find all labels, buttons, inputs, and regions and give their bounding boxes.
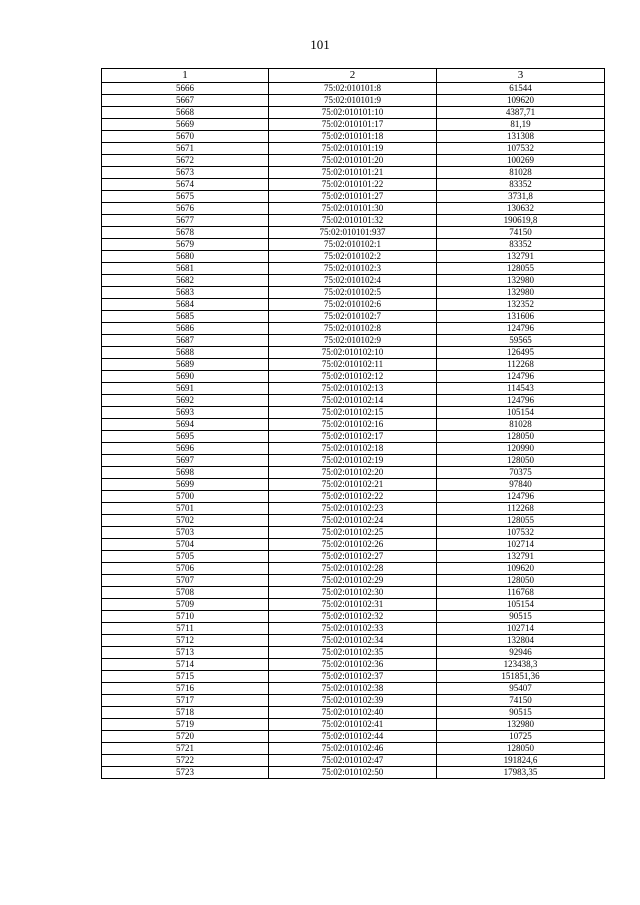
cadastral-number-cell: 75:02:010102:29 xyxy=(269,575,437,587)
cadastral-number-cell: 75:02:010102:40 xyxy=(269,707,437,719)
cadastral-number-cell: 75:02:010102:10 xyxy=(269,347,437,359)
table-row xyxy=(102,695,605,707)
value-cell: 190619,8 xyxy=(437,215,605,227)
cadastral-number-cell: 75:02:010102:26 xyxy=(269,539,437,551)
cadastral-number-cell: 75:02:010101:22 xyxy=(269,179,437,191)
value-cell: 102714 xyxy=(437,539,605,551)
table-row xyxy=(102,371,605,383)
cadastral-number-cell: 75:02:010102:17 xyxy=(269,431,437,443)
row-number-cell: 5693 xyxy=(102,407,269,419)
table-row xyxy=(102,647,605,659)
row-number-cell: 5685 xyxy=(102,311,269,323)
value-cell: 81028 xyxy=(437,419,605,431)
row-number-cell: 5709 xyxy=(102,599,269,611)
row-number-cell: 5701 xyxy=(102,503,269,515)
cadastral-number-cell: 75:02:010101:17 xyxy=(269,119,437,131)
value-cell: 10725 xyxy=(437,731,605,743)
cadastral-number-cell: 75:02:010102:8 xyxy=(269,323,437,335)
row-number-cell: 5678 xyxy=(102,227,269,239)
row-number-cell: 5680 xyxy=(102,251,269,263)
row-number-cell: 5689 xyxy=(102,359,269,371)
row-number-cell: 5707 xyxy=(102,575,269,587)
table-row xyxy=(102,419,605,431)
table-row xyxy=(102,743,605,755)
value-cell: 112268 xyxy=(437,359,605,371)
cadastral-number-cell: 75:02:010102:44 xyxy=(269,731,437,743)
row-number-cell: 5677 xyxy=(102,215,269,227)
value-cell: 151851,36 xyxy=(437,671,605,683)
value-cell: 90515 xyxy=(437,707,605,719)
row-number-cell: 5712 xyxy=(102,635,269,647)
value-cell: 70375 xyxy=(437,467,605,479)
value-cell: 83352 xyxy=(437,239,605,251)
table-row xyxy=(102,635,605,647)
table-header-row xyxy=(102,69,605,83)
table-row xyxy=(102,239,605,251)
cadastral-number-cell: 75:02:010102:13 xyxy=(269,383,437,395)
cadastral-number-cell: 75:02:010102:22 xyxy=(269,491,437,503)
cadastral-number-cell: 75:02:010102:41 xyxy=(269,719,437,731)
table-header xyxy=(102,69,605,83)
table-row xyxy=(102,131,605,143)
row-number-cell: 5686 xyxy=(102,323,269,335)
cadastral-number-cell: 75:02:010102:14 xyxy=(269,395,437,407)
row-number-cell: 5702 xyxy=(102,515,269,527)
table-row xyxy=(102,299,605,311)
registry-table xyxy=(101,68,605,779)
row-number-cell: 5718 xyxy=(102,707,269,719)
table-row xyxy=(102,467,605,479)
table-row xyxy=(102,731,605,743)
row-number-cell: 5698 xyxy=(102,467,269,479)
cadastral-number-cell: 75:02:010102:12 xyxy=(269,371,437,383)
row-number-cell: 5675 xyxy=(102,191,269,203)
value-cell: 130632 xyxy=(437,203,605,215)
row-number-cell: 5671 xyxy=(102,143,269,155)
value-cell: 124796 xyxy=(437,395,605,407)
row-number-cell: 5681 xyxy=(102,263,269,275)
table-row xyxy=(102,659,605,671)
cadastral-number-cell: 75:02:010102:5 xyxy=(269,287,437,299)
cadastral-number-cell: 75:02:010101:937 xyxy=(269,227,437,239)
cadastral-number-cell: 75:02:010102:50 xyxy=(269,767,437,779)
value-cell: 132980 xyxy=(437,719,605,731)
row-number-cell: 5683 xyxy=(102,287,269,299)
cadastral-number-cell: 75:02:010102:7 xyxy=(269,311,437,323)
value-cell: 59565 xyxy=(437,335,605,347)
value-cell: 100269 xyxy=(437,155,605,167)
table-row xyxy=(102,539,605,551)
table-body xyxy=(102,83,605,779)
value-cell: 128050 xyxy=(437,455,605,467)
table-row xyxy=(102,491,605,503)
value-cell: 123438,3 xyxy=(437,659,605,671)
row-number-cell: 5714 xyxy=(102,659,269,671)
row-number-cell: 5679 xyxy=(102,239,269,251)
row-number-cell: 5666 xyxy=(102,83,269,95)
row-number-cell: 5674 xyxy=(102,179,269,191)
row-number-cell: 5673 xyxy=(102,167,269,179)
cadastral-number-cell: 75:02:010102:38 xyxy=(269,683,437,695)
table-row xyxy=(102,623,605,635)
value-cell: 74150 xyxy=(437,695,605,707)
value-cell: 131308 xyxy=(437,131,605,143)
table-row xyxy=(102,611,605,623)
value-cell: 132804 xyxy=(437,635,605,647)
row-number-cell: 5715 xyxy=(102,671,269,683)
row-number-cell: 5703 xyxy=(102,527,269,539)
column-header-1: 1 xyxy=(102,69,269,83)
cadastral-number-cell: 75:02:010102:2 xyxy=(269,251,437,263)
row-number-cell: 5704 xyxy=(102,539,269,551)
table-row xyxy=(102,335,605,347)
table-row xyxy=(102,347,605,359)
cadastral-number-cell: 75:02:010102:39 xyxy=(269,695,437,707)
value-cell: 81,19 xyxy=(437,119,605,131)
cadastral-number-cell: 75:02:010102:20 xyxy=(269,467,437,479)
row-number-cell: 5700 xyxy=(102,491,269,503)
cadastral-number-cell: 75:02:010102:9 xyxy=(269,335,437,347)
value-cell: 112268 xyxy=(437,503,605,515)
row-number-cell: 5699 xyxy=(102,479,269,491)
table-row xyxy=(102,107,605,119)
value-cell: 114543 xyxy=(437,383,605,395)
value-cell: 81028 xyxy=(437,167,605,179)
cadastral-number-cell: 75:02:010102:46 xyxy=(269,743,437,755)
table-row xyxy=(102,431,605,443)
column-header-3: 3 xyxy=(437,69,605,83)
value-cell: 97840 xyxy=(437,479,605,491)
row-number-cell: 5684 xyxy=(102,299,269,311)
cadastral-number-cell: 75:02:010101:8 xyxy=(269,83,437,95)
row-number-cell: 5708 xyxy=(102,587,269,599)
cadastral-number-cell: 75:02:010102:1 xyxy=(269,239,437,251)
value-cell: 128050 xyxy=(437,743,605,755)
table-row xyxy=(102,395,605,407)
cadastral-number-cell: 75:02:010102:25 xyxy=(269,527,437,539)
table-row xyxy=(102,599,605,611)
table-row xyxy=(102,359,605,371)
cadastral-number-cell: 75:02:010101:27 xyxy=(269,191,437,203)
column-header-2: 2 xyxy=(269,69,437,83)
cadastral-number-cell: 75:02:010102:34 xyxy=(269,635,437,647)
value-cell: 128055 xyxy=(437,515,605,527)
value-cell: 74150 xyxy=(437,227,605,239)
table-row xyxy=(102,383,605,395)
table-row xyxy=(102,527,605,539)
row-number-cell: 5719 xyxy=(102,719,269,731)
table-row xyxy=(102,311,605,323)
value-cell: 17983,35 xyxy=(437,767,605,779)
cadastral-number-cell: 75:02:010102:33 xyxy=(269,623,437,635)
cadastral-number-cell: 75:02:010101:30 xyxy=(269,203,437,215)
value-cell: 132980 xyxy=(437,287,605,299)
row-number-cell: 5695 xyxy=(102,431,269,443)
row-number-cell: 5696 xyxy=(102,443,269,455)
value-cell: 124796 xyxy=(437,491,605,503)
row-number-cell: 5676 xyxy=(102,203,269,215)
row-number-cell: 5716 xyxy=(102,683,269,695)
table-row xyxy=(102,407,605,419)
table-row xyxy=(102,671,605,683)
row-number-cell: 5705 xyxy=(102,551,269,563)
value-cell: 61544 xyxy=(437,83,605,95)
row-number-cell: 5711 xyxy=(102,623,269,635)
cadastral-number-cell: 75:02:010102:30 xyxy=(269,587,437,599)
value-cell: 128055 xyxy=(437,263,605,275)
value-cell: 132791 xyxy=(437,551,605,563)
cadastral-number-cell: 75:02:010102:23 xyxy=(269,503,437,515)
cadastral-number-cell: 75:02:010101:18 xyxy=(269,131,437,143)
table-row xyxy=(102,587,605,599)
row-number-cell: 5672 xyxy=(102,155,269,167)
row-number-cell: 5723 xyxy=(102,767,269,779)
value-cell: 105154 xyxy=(437,599,605,611)
row-number-cell: 5667 xyxy=(102,95,269,107)
value-cell: 132352 xyxy=(437,299,605,311)
row-number-cell: 5697 xyxy=(102,455,269,467)
page-number: 101 xyxy=(310,37,330,52)
table-row xyxy=(102,455,605,467)
cadastral-number-cell: 75:02:010101:10 xyxy=(269,107,437,119)
row-number-cell: 5682 xyxy=(102,275,269,287)
row-number-cell: 5688 xyxy=(102,347,269,359)
cadastral-number-cell: 75:02:010102:36 xyxy=(269,659,437,671)
table-row xyxy=(102,767,605,779)
table-row xyxy=(102,143,605,155)
row-number-cell: 5713 xyxy=(102,647,269,659)
table-row xyxy=(102,575,605,587)
cadastral-number-cell: 75:02:010102:18 xyxy=(269,443,437,455)
table-row xyxy=(102,287,605,299)
value-cell: 124796 xyxy=(437,323,605,335)
table-row xyxy=(102,167,605,179)
table-row xyxy=(102,683,605,695)
row-number-cell: 5717 xyxy=(102,695,269,707)
value-cell: 120990 xyxy=(437,443,605,455)
row-number-cell: 5692 xyxy=(102,395,269,407)
table-row xyxy=(102,275,605,287)
table-row xyxy=(102,515,605,527)
cadastral-number-cell: 75:02:010102:15 xyxy=(269,407,437,419)
table-row xyxy=(102,215,605,227)
value-cell: 191824,6 xyxy=(437,755,605,767)
row-number-cell: 5687 xyxy=(102,335,269,347)
value-cell: 131606 xyxy=(437,311,605,323)
table-row xyxy=(102,719,605,731)
row-number-cell: 5668 xyxy=(102,107,269,119)
cadastral-number-cell: 75:02:010102:47 xyxy=(269,755,437,767)
cadastral-number-cell: 75:02:010102:3 xyxy=(269,263,437,275)
row-number-cell: 5721 xyxy=(102,743,269,755)
table-row xyxy=(102,263,605,275)
value-cell: 109620 xyxy=(437,95,605,107)
value-cell: 92946 xyxy=(437,647,605,659)
value-cell: 132791 xyxy=(437,251,605,263)
value-cell: 107532 xyxy=(437,527,605,539)
cadastral-number-cell: 75:02:010101:9 xyxy=(269,95,437,107)
value-cell: 132980 xyxy=(437,275,605,287)
row-number-cell: 5722 xyxy=(102,755,269,767)
row-number-cell: 5706 xyxy=(102,563,269,575)
row-number-cell: 5670 xyxy=(102,131,269,143)
row-number-cell: 5669 xyxy=(102,119,269,131)
table-row xyxy=(102,155,605,167)
value-cell: 105154 xyxy=(437,407,605,419)
value-cell: 126495 xyxy=(437,347,605,359)
cadastral-number-cell: 75:02:010102:16 xyxy=(269,419,437,431)
cadastral-number-cell: 75:02:010102:27 xyxy=(269,551,437,563)
value-cell: 102714 xyxy=(437,623,605,635)
cadastral-number-cell: 75:02:010102:32 xyxy=(269,611,437,623)
table-row xyxy=(102,203,605,215)
table-row xyxy=(102,83,605,95)
cadastral-number-cell: 75:02:010101:32 xyxy=(269,215,437,227)
cadastral-number-cell: 75:02:010102:21 xyxy=(269,479,437,491)
value-cell: 128050 xyxy=(437,575,605,587)
table-row xyxy=(102,707,605,719)
value-cell: 3731,8 xyxy=(437,191,605,203)
cadastral-number-cell: 75:02:010101:19 xyxy=(269,143,437,155)
cadastral-number-cell: 75:02:010101:20 xyxy=(269,155,437,167)
value-cell: 95407 xyxy=(437,683,605,695)
table-row xyxy=(102,227,605,239)
value-cell: 83352 xyxy=(437,179,605,191)
row-number-cell: 5691 xyxy=(102,383,269,395)
row-number-cell: 5720 xyxy=(102,731,269,743)
value-cell: 109620 xyxy=(437,563,605,575)
value-cell: 90515 xyxy=(437,611,605,623)
table-row xyxy=(102,443,605,455)
cadastral-number-cell: 75:02:010101:21 xyxy=(269,167,437,179)
cadastral-number-cell: 75:02:010102:37 xyxy=(269,671,437,683)
value-cell: 4387,71 xyxy=(437,107,605,119)
cadastral-number-cell: 75:02:010102:28 xyxy=(269,563,437,575)
cadastral-number-cell: 75:02:010102:4 xyxy=(269,275,437,287)
table-row xyxy=(102,191,605,203)
cadastral-number-cell: 75:02:010102:35 xyxy=(269,647,437,659)
table-row xyxy=(102,179,605,191)
table-row xyxy=(102,323,605,335)
cadastral-number-cell: 75:02:010102:6 xyxy=(269,299,437,311)
cadastral-number-cell: 75:02:010102:19 xyxy=(269,455,437,467)
value-cell: 107532 xyxy=(437,143,605,155)
table-row xyxy=(102,95,605,107)
value-cell: 128050 xyxy=(437,431,605,443)
table-row xyxy=(102,551,605,563)
table-row xyxy=(102,251,605,263)
row-number-cell: 5694 xyxy=(102,419,269,431)
table-row xyxy=(102,563,605,575)
cadastral-number-cell: 75:02:010102:11 xyxy=(269,359,437,371)
cadastral-number-cell: 75:02:010102:31 xyxy=(269,599,437,611)
table-row xyxy=(102,479,605,491)
value-cell: 116768 xyxy=(437,587,605,599)
row-number-cell: 5690 xyxy=(102,371,269,383)
value-cell: 124796 xyxy=(437,371,605,383)
row-number-cell: 5710 xyxy=(102,611,269,623)
cadastral-number-cell: 75:02:010102:24 xyxy=(269,515,437,527)
table-row xyxy=(102,755,605,767)
table-row xyxy=(102,119,605,131)
table-row xyxy=(102,503,605,515)
